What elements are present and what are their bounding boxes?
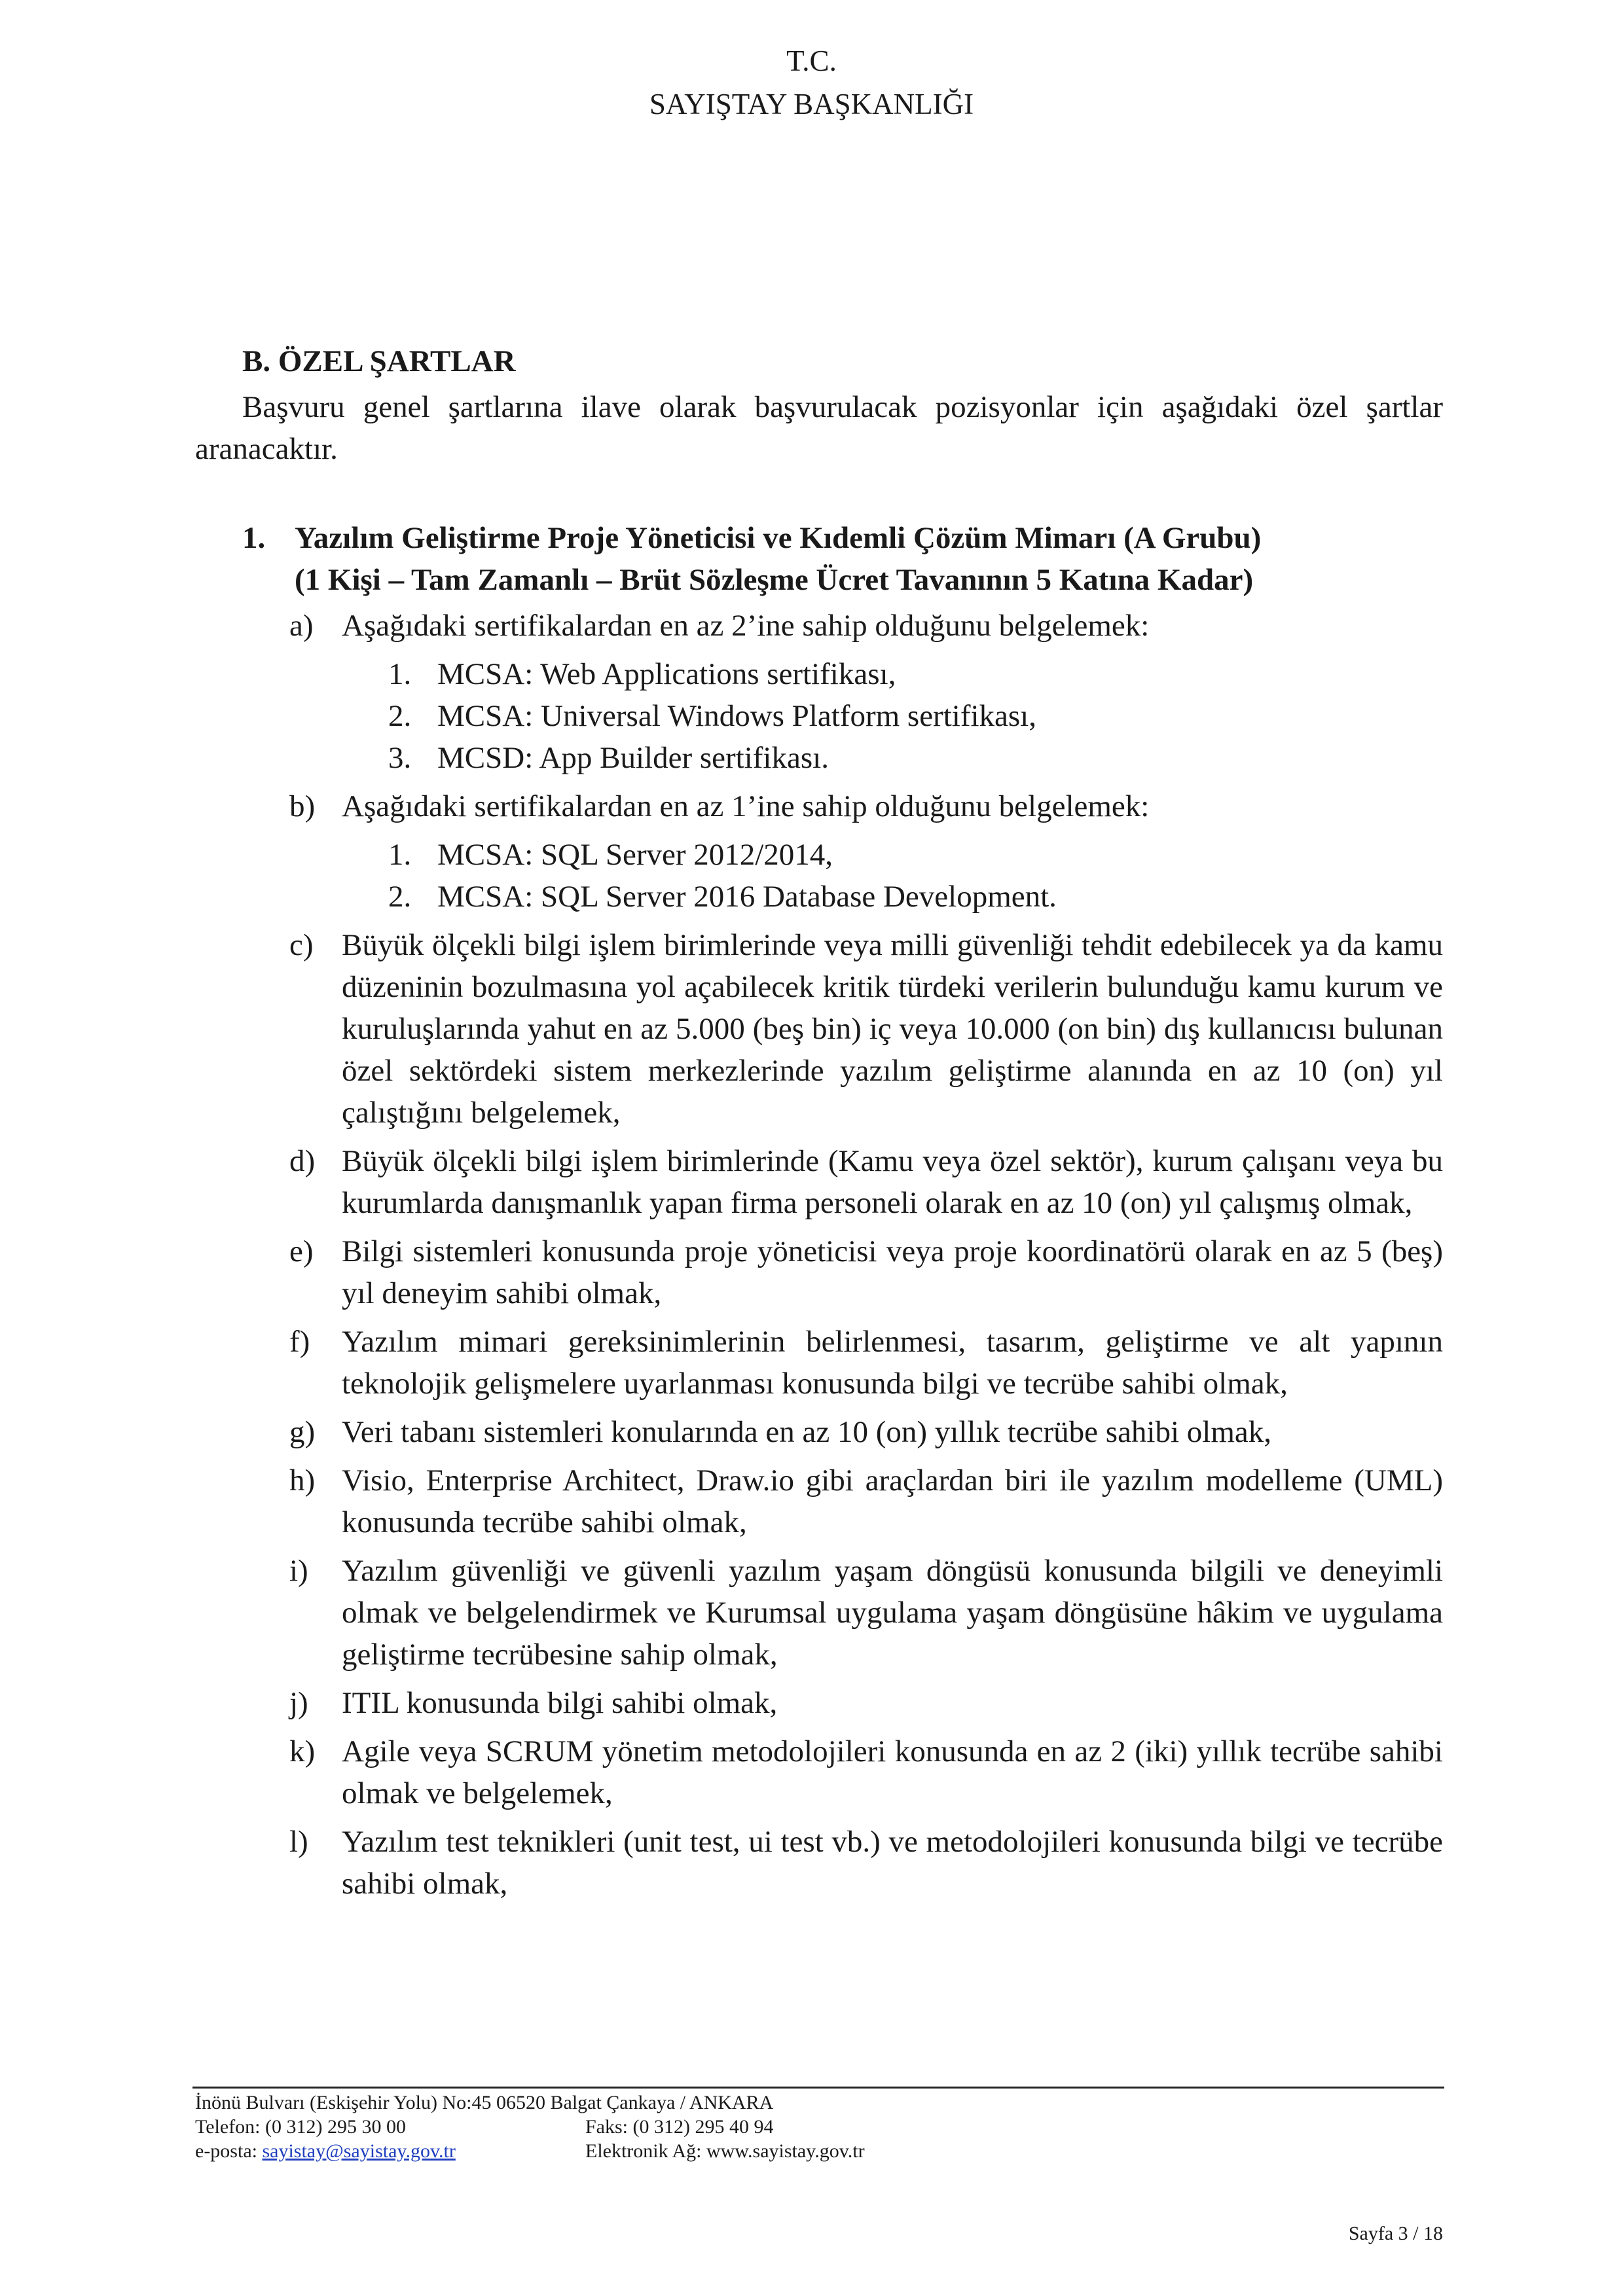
sub-item-number: 1. bbox=[388, 838, 412, 872]
requirement-letter: k) bbox=[289, 1734, 316, 1768]
requirement-letter: g) bbox=[289, 1415, 316, 1449]
document-body bbox=[195, 340, 1443, 1911]
sub-item-text: MCSA: SQL Server 2016 Database Development. bbox=[437, 880, 1057, 914]
requirement-h bbox=[195, 1460, 1443, 1543]
requirement-e bbox=[195, 1230, 1443, 1314]
sub-item bbox=[195, 834, 1443, 876]
requirement-text: Büyük ölçekli bilgi işlem birimlerinde (Kamu veya özel sektör), kurum çalışanı veya bu kurumlarda danışmanlık yapan firma personeli olarak en az 10 (on) yıl çalışmış olmak, bbox=[342, 1144, 1443, 1220]
requirement-f bbox=[195, 1321, 1443, 1405]
requirement-letter: e) bbox=[289, 1234, 314, 1268]
requirement-c bbox=[195, 924, 1443, 1134]
footer-contact-row bbox=[195, 2115, 773, 2139]
requirement-j bbox=[195, 1682, 1443, 1724]
sub-item bbox=[195, 876, 1443, 918]
header-tc: T.C. bbox=[786, 45, 837, 77]
requirement-text: Agile veya SCRUM yönetim metodolojileri konusunda en az 2 (iki) yıllık tecrübe sahibi olmak ve belgelemek, bbox=[342, 1734, 1443, 1810]
sub-item bbox=[195, 695, 1443, 737]
footer-divider bbox=[192, 2087, 1444, 2089]
requirement-text: Büyük ölçekli bilgi işlem birimlerinde veya milli güvenliği tehdit edebilecek ya da kamu düzeninin bozulmasına yol açabilecek kritik türdeki verilerin bulunduğu kamu kurum ve kuruluşlarında yahut en az 5.000 (beş bin) iç veya 10.000 (on bin) dış kullanıcısı bulunan özel sektördeki sistem merkezlerinde yazılım geliştirme alanında en az 10 (on) yıl çalıştığını belgelemek, bbox=[342, 928, 1443, 1130]
position-number: 1. bbox=[242, 521, 266, 555]
requirement-g bbox=[195, 1411, 1443, 1453]
footer-email-label: e-posta: bbox=[195, 2140, 263, 2162]
requirement-k bbox=[195, 1731, 1443, 1814]
sub-item-number: 3. bbox=[388, 741, 412, 775]
section-title: B. ÖZEL ŞARTLAR bbox=[242, 344, 516, 378]
sub-item-text: MCSA: SQL Server 2012/2014, bbox=[437, 838, 833, 872]
requirement-text: Veri tabanı sistemleri konularında en az 10 (on) yıllık tecrübe sahibi olmak, bbox=[342, 1415, 1272, 1449]
footer-address: İnönü Bulvarı (Eskişehir Yolu) No:45 06520 Balgat Çankaya / ANKARA bbox=[195, 2092, 774, 2113]
document-footer bbox=[195, 2090, 865, 2163]
requirement-letter: j) bbox=[289, 1686, 308, 1720]
requirement-text: Aşağıdaki sertifikalardan en az 2’ine sahip olduğunu belgelemek: bbox=[342, 609, 1150, 643]
sub-item-number: 1. bbox=[388, 657, 412, 691]
requirement-letter: h) bbox=[289, 1463, 316, 1498]
sub-item-text: MCSA: Web Applications sertifikası, bbox=[437, 657, 896, 691]
requirement-letter: f) bbox=[289, 1325, 310, 1359]
requirements-list bbox=[195, 605, 1443, 1905]
sub-item-number: 2. bbox=[388, 880, 412, 914]
requirement-text: Visio, Enterprise Architect, Draw.io gibi araçlardan biri ile yazılım modelleme (UML) konusunda tecrübe sahibi olmak, bbox=[342, 1463, 1443, 1539]
footer-address-row bbox=[195, 2090, 773, 2115]
requirement-a bbox=[195, 605, 1443, 647]
requirement-b bbox=[195, 785, 1443, 827]
requirement-l bbox=[195, 1821, 1443, 1905]
position-title-line1: Yazılım Geliştirme Proje Yöneticisi ve Kıdemli Çözüm Mimarı (A Grubu) bbox=[295, 521, 1262, 555]
page-number: Sayfa 3 / 18 bbox=[1348, 2223, 1443, 2244]
requirement-letter: c) bbox=[289, 928, 314, 962]
footer-fax: Faks: (0 312) 295 40 94 bbox=[585, 2116, 774, 2138]
position-heading bbox=[195, 517, 1443, 601]
header-institution: SAYIŞTAY BAŞKANLIĞI bbox=[649, 88, 974, 120]
requirement-text: Yazılım mimari gereksinimlerinin belirlenmesi, tasarım, geliştirme ve alt yapının teknolojik gelişmelere uyarlanması konusunda bilgi ve tecrübe sahibi olmak, bbox=[342, 1325, 1443, 1401]
requirement-letter: d) bbox=[289, 1144, 316, 1178]
section-intro: Başvuru genel şartlarına ilave olarak başvurulacak pozisyonlar için aşağıdaki özel şartlar aranacaktır. bbox=[195, 390, 1443, 466]
requirement-i bbox=[195, 1550, 1443, 1676]
requirement-text: ITIL konusunda bilgi sahibi olmak, bbox=[342, 1686, 778, 1720]
requirement-b-subitems bbox=[195, 834, 1443, 918]
sub-item bbox=[195, 737, 1443, 779]
footer-email-link[interactable]: sayistay@sayistay.gov.tr bbox=[262, 2140, 456, 2162]
requirement-d bbox=[195, 1140, 1443, 1224]
footer-web-row bbox=[195, 2139, 865, 2163]
requirement-text: Yazılım test teknikleri (unit test, ui test vb.) ve metodolojileri konusunda bilgi ve tecrübe sahibi olmak, bbox=[342, 1825, 1443, 1901]
position-title-line2: (1 Kişi – Tam Zamanlı – Brüt Sözleşme Ücret Tavanının 5 Katına Kadar) bbox=[295, 563, 1254, 597]
sub-item bbox=[195, 653, 1443, 695]
sub-item-number: 2. bbox=[388, 699, 412, 733]
sub-item-text: MCSD: App Builder sertifikası. bbox=[437, 741, 829, 775]
sub-item-text: MCSA: Universal Windows Platform sertifikası, bbox=[437, 699, 1036, 733]
footer-phone: Telefon: (0 312) 295 30 00 bbox=[195, 2116, 407, 2138]
requirement-letter: l) bbox=[289, 1825, 308, 1859]
requirement-a-subitems bbox=[195, 653, 1443, 779]
requirement-letter: i) bbox=[289, 1554, 308, 1588]
requirement-letter: b) bbox=[289, 789, 316, 823]
requirement-letter: a) bbox=[289, 609, 314, 643]
requirement-text: Bilgi sistemleri konusunda proje yöneticisi veya proje koordinatörü olarak en az 5 (beş) yıl deneyim sahibi olmak, bbox=[342, 1234, 1443, 1310]
requirement-text: Yazılım güvenliği ve güvenli yazılım yaşam döngüsü konusunda bilgili ve deneyimli olmak ve belgelendirmek ve Kurumsal uygulama yaşam döngüsüne hâkim ve uygulama geliştirme tecrübesine sahip olmak, bbox=[342, 1554, 1443, 1672]
footer-website: Elektronik Ağ: www.sayistay.gov.tr bbox=[585, 2140, 865, 2162]
requirement-text: Aşağıdaki sertifikalardan en az 1’ine sahip olduğunu belgelemek: bbox=[342, 789, 1150, 823]
